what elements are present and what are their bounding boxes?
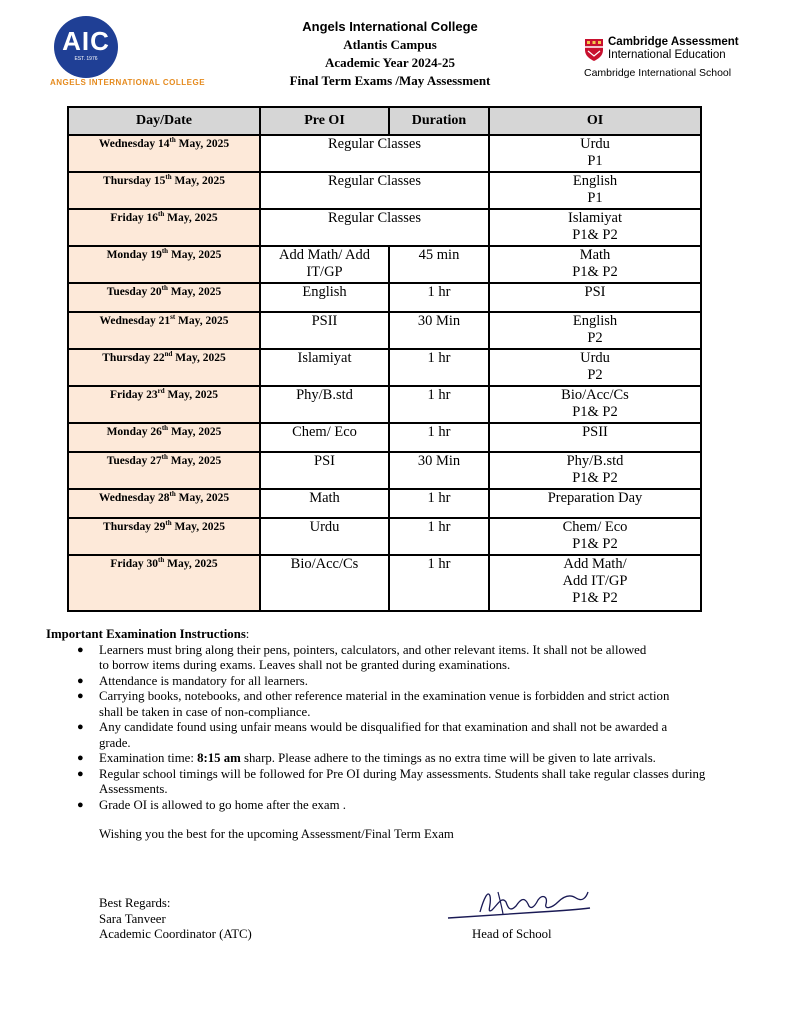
duration-cell: 1 hr	[389, 386, 489, 423]
instruction-item	[46, 751, 789, 767]
day-date-cell	[68, 172, 260, 209]
table-row	[68, 555, 701, 611]
duration-cell: 30 Min	[389, 452, 489, 489]
oi-line: English	[572, 313, 618, 329]
instruction-text: Grade OI is allowed to go home after the exam .	[99, 797, 346, 812]
oi-line: PSI	[584, 284, 606, 300]
signoff-regards: Best Regards:	[99, 896, 171, 910]
table-row	[68, 283, 701, 312]
instruction-text: Learners must bring along their pens, pointers, calculators, and other relevant items. It shall not be allowed to borrow items during exams. Leaves shall not be granted during examinations.	[99, 642, 647, 672]
table-row	[68, 489, 701, 518]
day-date-label: Thursday 22	[102, 351, 165, 364]
duration-cell: 1 hr	[389, 489, 489, 518]
day-suffix: th	[161, 284, 168, 292]
month-year: May, 2025	[171, 174, 225, 187]
instructions-list	[46, 643, 736, 814]
table-row	[68, 423, 701, 452]
day-date-cell	[68, 283, 260, 312]
oi-line: Islamiyat	[568, 210, 622, 226]
col-header-day: Day/Date	[68, 107, 260, 135]
day-suffix: nd	[164, 350, 173, 358]
day-suffix: th	[165, 173, 172, 181]
preoi-cell: Chem/ Eco	[260, 423, 389, 452]
oi-cell	[489, 349, 701, 386]
day-date-label: Tuesday 27	[106, 454, 162, 467]
cambridge-shield-icon	[584, 38, 604, 62]
oi-line: P1& P2	[572, 470, 618, 486]
instruction-item	[46, 689, 689, 720]
cambridge-line3: Cambridge International School	[584, 67, 732, 79]
day-date-cell	[68, 555, 260, 611]
day-date-cell	[68, 246, 260, 283]
instructions-heading: Important Examination Instructions	[46, 627, 246, 641]
instructions-colon: :	[245, 627, 250, 641]
oi-line: P1& P2	[572, 264, 618, 280]
cambridge-line2: International Education	[608, 49, 726, 61]
day-suffix: th	[158, 210, 165, 218]
day-date-cell	[68, 489, 260, 518]
preoi-cell: Regular Classes	[260, 172, 489, 209]
day-suffix: th	[161, 453, 168, 461]
wish-text: Wishing you the best for the upcoming Assessment/Final Term Exam	[99, 827, 454, 841]
oi-line: Urdu	[580, 350, 610, 366]
month-year: May, 2025	[168, 248, 222, 261]
day-date-cell	[68, 312, 260, 349]
day-suffix: st	[170, 313, 176, 321]
oi-line: Add IT/GP	[562, 573, 628, 589]
oi-line: English	[572, 173, 618, 189]
duration-cell: 1 hr	[389, 423, 489, 452]
day-date-label: Monday 19	[106, 248, 162, 261]
day-date-cell	[68, 452, 260, 489]
oi-line: P2	[587, 367, 603, 383]
aic-logo-tagline: ANGELS INTERNATIONAL COLLEGE	[50, 78, 206, 87]
day-date-label: Wednesday 21	[99, 314, 171, 327]
preoi-cell: Phy/B.std	[260, 386, 389, 423]
day-date-label: Thursday 29	[103, 520, 166, 533]
day-date-label: Wednesday 14	[98, 137, 170, 150]
preoi-cell: Bio/Acc/Cs	[260, 555, 389, 611]
oi-cell	[489, 312, 701, 349]
duration-cell: 1 hr	[389, 349, 489, 386]
table-row	[68, 209, 701, 246]
oi-cell	[489, 423, 701, 452]
day-date-label: Friday 16	[110, 211, 158, 224]
document-header	[240, 18, 540, 90]
duration-cell: 1 hr	[389, 555, 489, 611]
instruction-post: sharp. Please adhere to the timings as no extra time will be given to late arrivals.	[240, 751, 656, 765]
oi-line: Preparation Day	[547, 490, 643, 506]
oi-cell	[489, 386, 701, 423]
preoi-cell: Islamiyat	[260, 349, 389, 386]
oi-cell	[489, 283, 701, 312]
table-row	[68, 135, 701, 172]
college-name: Angels International College	[302, 19, 478, 34]
month-year: May, 2025	[167, 285, 222, 298]
table-row	[68, 172, 701, 209]
duration-cell: 1 hr	[389, 518, 489, 555]
instruction-pre: Examination time:	[99, 751, 198, 765]
month-year: May, 2025	[168, 425, 222, 438]
day-suffix: th	[169, 136, 176, 144]
preoi-cell: PSI	[260, 452, 389, 489]
duration-cell: 1 hr	[389, 283, 489, 312]
instruction-item	[46, 767, 739, 798]
day-date-cell	[68, 386, 260, 423]
preoi-cell: Add Math/ Add IT/GP	[260, 246, 389, 283]
instruction-item	[46, 674, 789, 690]
table-row	[68, 452, 701, 489]
day-date-label: Tuesday 20	[106, 285, 162, 298]
day-suffix: th	[158, 556, 165, 564]
oi-line: PSII	[582, 424, 608, 440]
table-row	[68, 386, 701, 423]
oi-cell	[489, 209, 701, 246]
oi-cell	[489, 452, 701, 489]
day-suffix: th	[169, 490, 176, 498]
oi-line: P1& P2	[572, 404, 618, 420]
day-date-label: Wednesday 28	[98, 491, 170, 504]
duration-cell: 45 min	[389, 246, 489, 283]
head-of-school-label: Head of School	[472, 927, 552, 941]
aic-logo-circle	[54, 16, 118, 78]
instruction-item	[46, 798, 789, 814]
oi-line: Bio/Acc/Cs	[561, 387, 629, 403]
oi-cell	[489, 172, 701, 209]
table-row	[68, 246, 701, 283]
oi-line: Phy/B.std	[566, 453, 624, 469]
month-year: May, 2025	[175, 491, 230, 504]
table-header-row	[68, 107, 701, 135]
instruction-text: Carrying books, notebooks, and other reference material in the examination venue is forbidden and strict action shall be taken in case of non-compliance.	[99, 689, 670, 719]
oi-cell	[489, 135, 701, 172]
table-body	[68, 135, 701, 611]
campus-name: Atlantis Campus	[343, 37, 437, 52]
oi-cell	[489, 555, 701, 611]
cambridge-line1: Cambridge Assessment	[608, 36, 739, 48]
month-year: May, 2025	[172, 351, 226, 364]
day-suffix: th	[161, 247, 169, 255]
preoi-cell: English	[260, 283, 389, 312]
exam-title: Final Term Exams /May Assessment	[289, 73, 491, 88]
day-date-label: Thursday 15	[103, 174, 166, 187]
oi-line: Urdu	[580, 136, 610, 152]
oi-line: P1& P2	[572, 227, 618, 243]
day-suffix: rd	[157, 387, 165, 395]
col-header-duration: Duration	[389, 107, 489, 135]
instruction-item	[46, 643, 659, 674]
oi-line: P2	[587, 330, 603, 346]
day-date-cell	[68, 349, 260, 386]
oi-line: Math	[579, 247, 611, 263]
month-year: May, 2025	[164, 388, 218, 401]
instruction-text: Attendance is mandatory for all learners.	[99, 673, 308, 688]
oi-line: P1& P2	[572, 590, 618, 606]
table-row	[68, 518, 701, 555]
aic-logo-letters: AIC	[62, 26, 110, 56]
day-date-label: Friday 23	[110, 388, 158, 401]
day-suffix: th	[161, 424, 169, 432]
instructions-section	[46, 627, 736, 843]
month-year: May, 2025	[167, 454, 222, 467]
day-date-label: Friday 30	[110, 557, 158, 570]
oi-line: P1	[587, 190, 603, 206]
preoi-cell: Urdu	[260, 518, 389, 555]
exam-schedule-table	[67, 106, 702, 612]
signoff-name: Sara Tanveer	[99, 911, 166, 926]
month-year: May, 2025	[175, 137, 230, 150]
duration-cell: 30 Min	[389, 312, 489, 349]
preoi-cell: Regular Classes	[260, 135, 489, 172]
aic-logo	[50, 14, 206, 90]
instruction-text: Any candidate found using unfair means would be disqualified for that examination and shall not be awarded a grade.	[99, 720, 668, 750]
day-date-cell	[68, 423, 260, 452]
academic-year: Academic Year 2024-25	[325, 55, 455, 70]
signoff-block	[99, 896, 252, 943]
month-year: May, 2025	[175, 314, 229, 327]
aic-logo-est: EST. 1976	[74, 56, 98, 62]
oi-line: Chem/ Eco	[562, 519, 628, 535]
oi-cell	[489, 246, 701, 283]
day-date-cell	[68, 518, 260, 555]
instruction-item	[46, 720, 689, 751]
month-year: May, 2025	[164, 557, 218, 570]
oi-cell	[489, 518, 701, 555]
oi-line: P1	[587, 153, 603, 169]
signature-image	[440, 878, 610, 928]
oi-line: P1& P2	[572, 536, 618, 552]
col-header-oi: OI	[489, 107, 701, 135]
oi-cell	[489, 489, 701, 518]
day-date-cell	[68, 135, 260, 172]
table-row	[68, 312, 701, 349]
signoff-role: Academic Coordinator (ATC)	[99, 927, 252, 941]
table-row	[68, 349, 701, 386]
month-year: May, 2025	[164, 211, 218, 224]
day-suffix: th	[165, 519, 172, 527]
day-date-label: Monday 26	[106, 425, 162, 438]
preoi-cell: PSII	[260, 312, 389, 349]
month-year: May, 2025	[171, 520, 225, 533]
instruction-bold: 8:15 am	[197, 751, 241, 765]
col-header-preoi: Pre OI	[260, 107, 389, 135]
day-date-cell	[68, 209, 260, 246]
instruction-text: Regular school timings will be followed for Pre OI during May assessments. Students shall take regular classes during Assessments.	[99, 766, 706, 796]
preoi-cell: Regular Classes	[260, 209, 489, 246]
oi-line: Add Math/	[563, 556, 627, 572]
preoi-cell: Math	[260, 489, 389, 518]
